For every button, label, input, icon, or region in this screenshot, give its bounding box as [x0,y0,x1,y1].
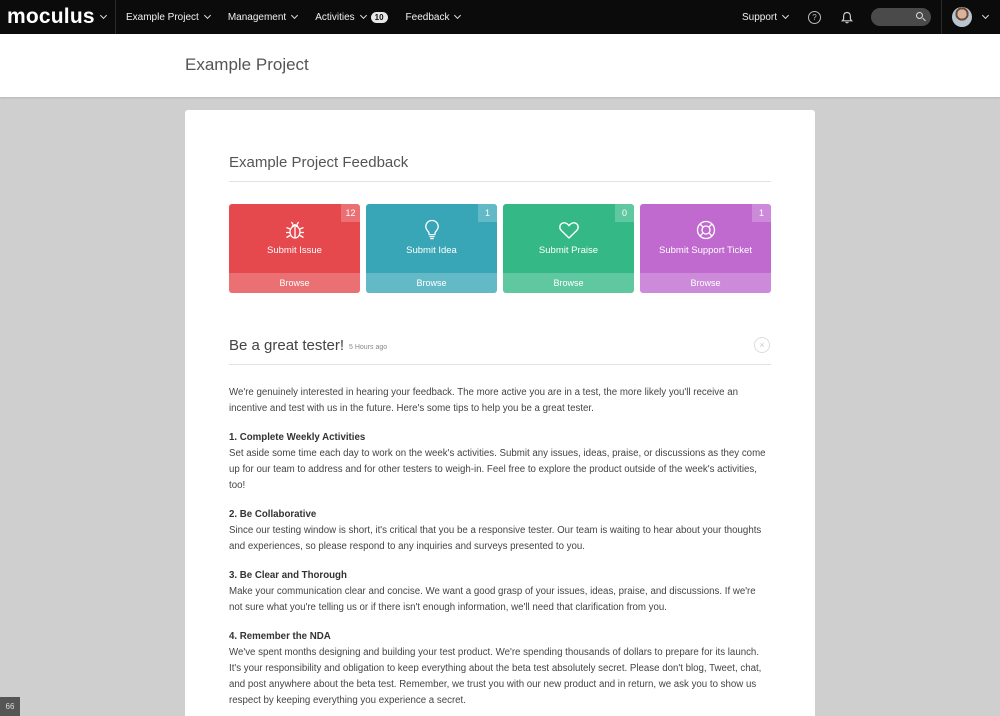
tile-count: 1 [478,204,497,222]
feedback-section-title: Example Project Feedback [229,154,409,171]
lifebuoy-icon [694,218,718,242]
tile-count: 12 [341,204,360,222]
chevron-down-icon [291,12,298,19]
nav-divider [941,0,942,34]
browse-issues-button[interactable]: Browse [229,273,360,293]
nav-label: Management [227,11,287,23]
chevron-down-icon [204,12,211,19]
chevron-down-icon[interactable] [982,12,989,19]
tile-count: 1 [752,204,771,222]
chevron-down-icon [360,12,367,19]
tile-count: 0 [615,204,634,222]
page-header [0,34,1000,97]
heart-icon [557,218,581,242]
nav-label: Activities [315,11,355,23]
tip-heading: 3. Be Clear and Thorough [229,570,347,581]
top-nav-bar [0,0,1000,34]
chevron-down-icon [100,12,107,19]
submit-issue-tile[interactable] [229,204,360,293]
corner-badge[interactable]: 66 [0,697,20,716]
nav-management[interactable] [218,0,297,34]
tip-heading: 2. Be Collaborative [229,509,317,520]
help-icon[interactable]: ? [808,11,821,24]
tip-heading: 1. Complete Weekly Activities [229,432,366,443]
activities-count-badge: 10 [371,12,388,23]
nav-activities[interactable] [305,0,387,34]
chevron-down-icon [782,12,789,19]
logo[interactable] [0,0,116,34]
close-icon[interactable]: × [754,337,770,353]
post-timestamp: 5 Hours ago [349,344,388,351]
tile-label: Submit Support Ticket [659,245,752,256]
tile-label: Submit Issue [267,245,322,256]
logo-text: moculus [7,5,95,28]
submit-praise-tile[interactable] [503,204,634,293]
page-title: Example Project [185,55,309,74]
submit-support-ticket-tile[interactable] [640,204,771,293]
post-body [229,385,771,716]
chevron-down-icon [454,12,461,19]
search-input[interactable] [871,8,931,26]
nav-example-project[interactable] [116,0,210,34]
tip-block [229,430,771,494]
feedback-tiles [229,204,771,293]
tile-label: Submit Praise [538,245,599,256]
tip-text: We've spent months designing and building your test product. We're spending thousands of dollars to prepare for its launch. It's your responsibility and obligation to keep everything about the beta test absolutely secret. Please don't blog, Tweet, chat, and post anywhere about the beta test. Remember, we trust you with our new product and in return, we ask you to show us respect by keeping everything you experience a secret. [229,647,762,706]
tip-block [229,568,771,616]
tip-text: Make your communication clear and concise. We want a good grasp of your issues, ideas, praise, and discussions. If we're not sure what you're telling us or if there isn't enough information, we'll need that clarification from you. [229,586,756,613]
bug-icon [283,218,307,242]
avatar[interactable] [952,7,972,27]
nav-label: Feedback [405,11,450,23]
lightbulb-icon [420,218,444,242]
divider [229,364,771,365]
tip-block [229,507,771,555]
nav-support[interactable] [742,12,788,23]
tip-text: Set aside some time each day to work on the week's activities. Submit any issues, ideas, praise, or discussions as they come up for our team to address and for other testers to weigh-in. Feel free to explore the product outside of the week's activities, too! [229,448,766,491]
tip-text: Since our testing window is short, it's critical that you be a responsive tester. Our team is waiting to hear about your thoughts and experiences, so please respond to any inquiries and surveys presented to you. [229,525,762,552]
search-icon [916,12,923,19]
browse-ideas-button[interactable]: Browse [366,273,497,293]
post-title: Be a great tester! [229,337,345,354]
nav-right-group [742,0,1000,34]
browse-praise-button[interactable]: Browse [503,273,634,293]
tip-heading: 4. Remember the NDA [229,631,331,642]
support-label: Support [741,11,777,23]
nav-label: Example Project [126,11,199,23]
nav-feedback[interactable] [396,0,461,34]
bell-icon[interactable] [841,11,853,24]
browse-support-tickets-button[interactable]: Browse [640,273,771,293]
divider [229,181,771,182]
submit-idea-tile[interactable] [366,204,497,293]
tile-label: Submit Idea [406,245,457,256]
tip-block [229,629,771,709]
post-intro: We're genuinely interested in hearing your feedback. The more active you are in a test, the more likely you'll receive an incentive and test with us in the future. Here's some tips to help you be a great tester. [229,387,738,414]
main-card [185,110,815,716]
